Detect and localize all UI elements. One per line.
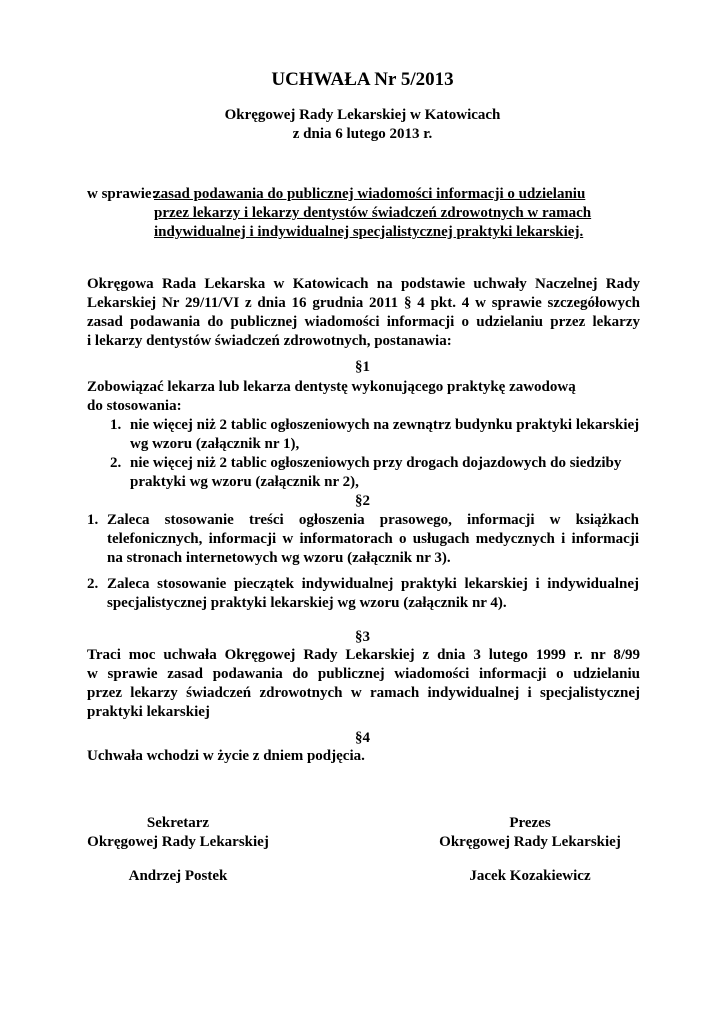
signature-left	[68, 814, 288, 886]
document-date: z dnia 6 lutego 2013 r.	[292, 126, 433, 142]
section-1-item-number: 2.	[110, 455, 122, 471]
signature-name: Andrzej Postek	[128, 868, 228, 884]
signature-role: Prezes	[509, 815, 551, 831]
section-2-item-2	[107, 575, 639, 613]
section-3-line: w sprawie zasad podawania do publicznej wiadomości informacji o udzielaniu	[87, 666, 640, 682]
section-1-item-line: wg wzoru (załącznik nr 1),	[130, 436, 300, 452]
section-1-item-line: nie więcej niż 2 tablic ogłoszeniowych przy drogach dojazdowych do siedziby	[130, 455, 622, 471]
section-2-item-line: Zaleca stosowanie pieczątek indywidualnej praktyki lekarskiej i indywidualnej	[107, 576, 639, 592]
issuer: Okręgowej Rady Lekarskiej w Katowicach	[224, 107, 501, 123]
subject-label: w sprawie:	[87, 186, 157, 202]
preamble-paragraph	[87, 275, 640, 351]
signature-body: Okręgowej Rady Lekarskiej	[87, 834, 269, 850]
section-1-item-1	[130, 416, 639, 454]
section-2-item-1	[107, 511, 639, 568]
section-2-heading: §2	[355, 493, 370, 509]
signature-role: Sekretarz	[146, 815, 210, 831]
section-1-intro	[87, 378, 640, 416]
section-3-line: Traci moc uchwała Okręgowej Rady Lekarskiej z dnia 3 lutego 1999 r. nr 8/99	[87, 647, 640, 663]
signature-right	[420, 814, 640, 886]
section-1-intro-line: Zobowiązać lekarza lub lekarza dentystę wykonującego praktykę zawodową	[87, 379, 576, 395]
section-1-intro-line: do stosowania:	[87, 398, 182, 414]
section-1-heading: §1	[355, 359, 370, 375]
subject-line: przez lekarzy i lekarzy dentystów świadczeń zdrowotnych w ramach	[154, 205, 592, 221]
document-title: UCHWAŁA Nr 5/2013	[271, 69, 454, 90]
section-2-item-number: 2.	[87, 576, 99, 592]
section-3-heading: §3	[355, 629, 370, 645]
section-1-item-number: 1.	[110, 417, 122, 433]
preamble-line: zasad podawania do publicznej wiadomości informacji o udzielaniu przez lekarzy	[87, 314, 640, 330]
preamble-line: i lekarzy dentystów świadczeń zdrowotnych, postanawia:	[87, 333, 452, 349]
section-4-heading: §4	[355, 730, 370, 746]
subject-text	[154, 185, 644, 242]
section-2-item-number: 1.	[87, 512, 99, 528]
section-3-line: przez lekarzy świadczeń zdrowotnych w ramach indywidualnej i specjalistycznej	[87, 685, 640, 701]
section-2-item-line: Zaleca stosowanie treści ogłoszenia prasowego, informacji w książkach	[107, 512, 639, 528]
section-1-item-line: praktyki wg wzoru (załącznik nr 2),	[130, 474, 359, 490]
section-2-item-line: specjalistycznej praktyki lekarskiej wg wzoru (załącznik nr 4).	[107, 595, 507, 611]
preamble-line: Lekarskiej Nr 29/11/VI z dnia 16 grudnia 2011 § 4 pkt. 4 w sprawie szczegółowych	[87, 295, 640, 311]
section-1-item-line: nie więcej niż 2 tablic ogłoszeniowych na zewnątrz budynku praktyki lekarskiej	[130, 417, 640, 433]
section-2-item-line: telefonicznych, informacji w informatorach o usługach medycznych i informacji	[107, 531, 639, 547]
subject-line: zasad podawania do publicznej wiadomości informacji o udzielaniu	[154, 186, 586, 202]
section-2-item-line: na stronach internetowych wg wzoru (załącznik nr 3).	[107, 550, 451, 566]
signature-name: Jacek Kozakiewicz	[469, 868, 591, 884]
subject-line: indywidualnej i indywidualnej specjalistycznej praktyki lekarskiej.	[154, 224, 584, 240]
section-3-paragraph	[87, 646, 640, 722]
document-issuer-block	[0, 106, 725, 144]
section-3-line: praktyki lekarskiej	[87, 704, 210, 720]
section-4-text: Uchwała wchodzi w życie z dniem podjęcia.	[87, 748, 365, 764]
section-1-item-2	[130, 454, 621, 492]
signature-body: Okręgowej Rady Lekarskiej	[439, 834, 621, 850]
preamble-line: Okręgowa Rada Lekarska w Katowicach na podstawie uchwały Naczelnej Rady	[87, 276, 640, 292]
